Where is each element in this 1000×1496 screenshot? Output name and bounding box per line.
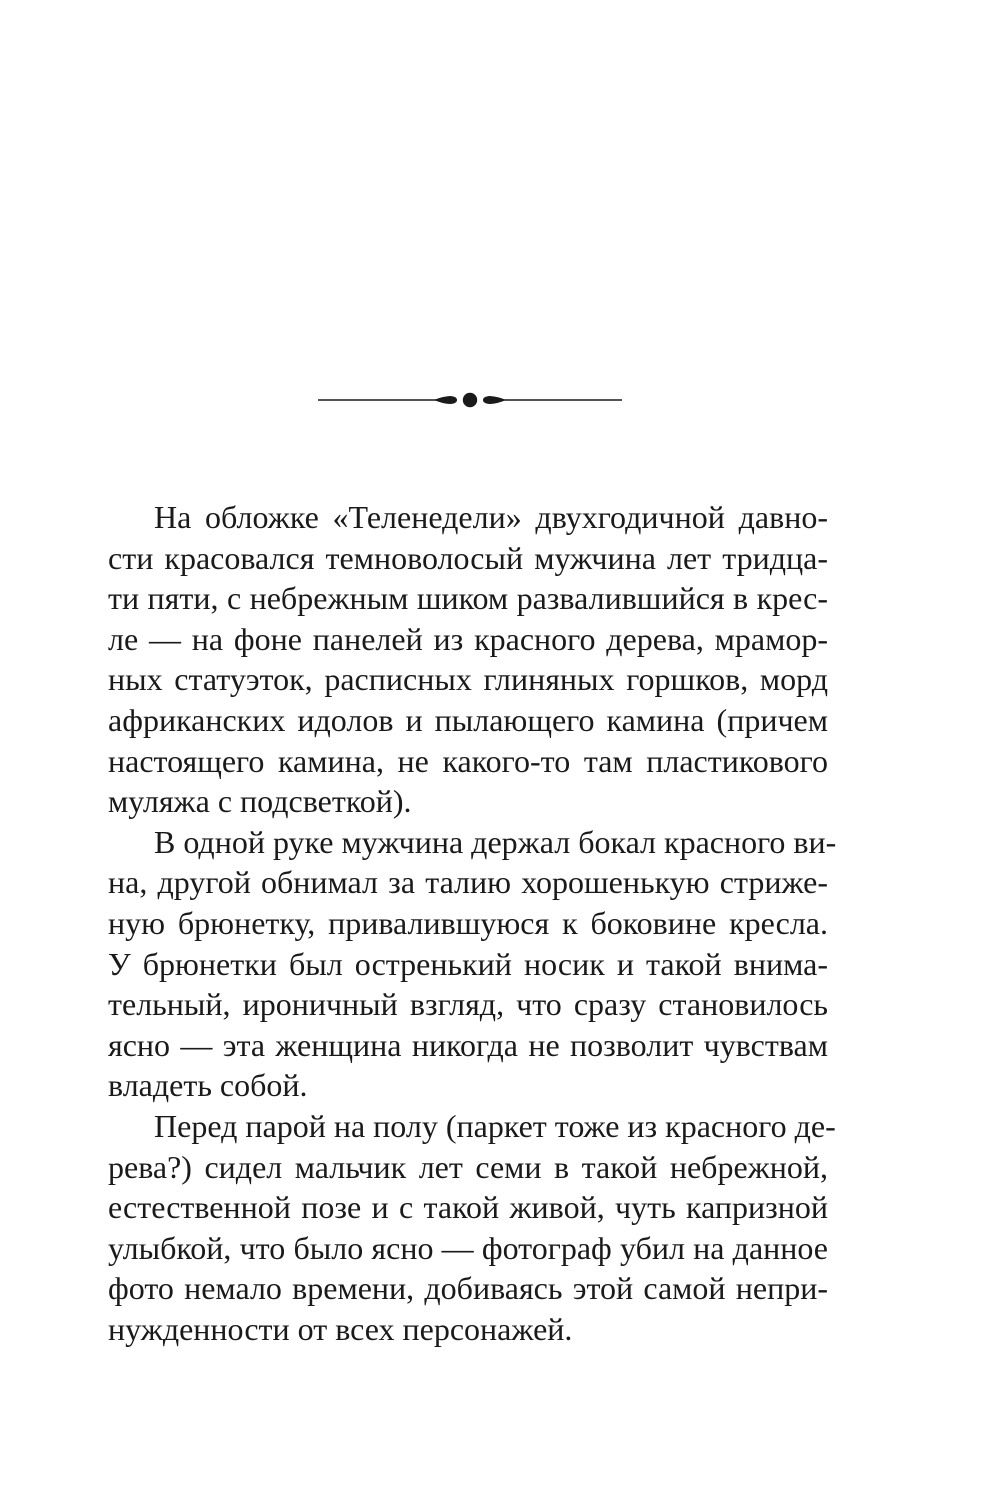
text-line: фото немало времени, добиваясь этой самой непри- <box>108 1270 828 1307</box>
text-line: ти пяти, с небрежным шиком развалившийся в крес- <box>108 580 828 617</box>
text-line: ле — на фоне панелей из красного дерева, мрамор- <box>108 620 828 657</box>
text-line: тельный, ироничный взгляд, что сразу становилось <box>108 986 828 1023</box>
body-text <box>108 497 837 1349</box>
text-line: У брюнетки был остренький носик и такой внима- <box>108 945 828 982</box>
text-line: Перед парой на полу (паркет тоже из красного де- <box>154 1107 836 1144</box>
text-line: ясно — эта женщина никогда не позволит чувствам <box>108 1026 828 1063</box>
text-line: муляжа с подсветкой). <box>108 783 412 820</box>
divider-ornament-icon <box>318 388 622 412</box>
text-line: африканских идолов и пылающего камина (причем <box>108 701 828 738</box>
text-line: На обложке «Теленедели» двухгодичной давно- <box>154 499 828 535</box>
text-line: на, другой обнимал за талию хорошенькую стриже- <box>108 864 828 901</box>
paragraph <box>108 822 837 1106</box>
text-line: нужденности от всех персонажей. <box>108 1310 573 1347</box>
text-line: рева?) сидел мальчик лет семи в такой небрежной, <box>108 1148 828 1185</box>
section-divider-ornament <box>318 388 622 412</box>
paragraph <box>108 1106 836 1350</box>
text-line: естественной позе и с такой живой, чуть капризной <box>108 1189 828 1226</box>
text-line: улыбкой, что было ясно — фотограф убил на данное <box>108 1229 828 1266</box>
text-line: владеть собой. <box>108 1067 308 1104</box>
text-line: настоящего камина, не какого-то там пластикового <box>108 742 828 779</box>
text-line: В одной руке мужчина держал бокал красного ви- <box>154 823 837 860</box>
text-line: сти красовался темноволосый мужчина лет тридца- <box>108 539 828 576</box>
text-line: ных статуэток, расписных глиняных горшков, морд <box>108 661 828 698</box>
text-line: ную брюнетку, привалившуюся к боковине кресла. <box>108 904 828 941</box>
paragraph <box>108 497 828 822</box>
